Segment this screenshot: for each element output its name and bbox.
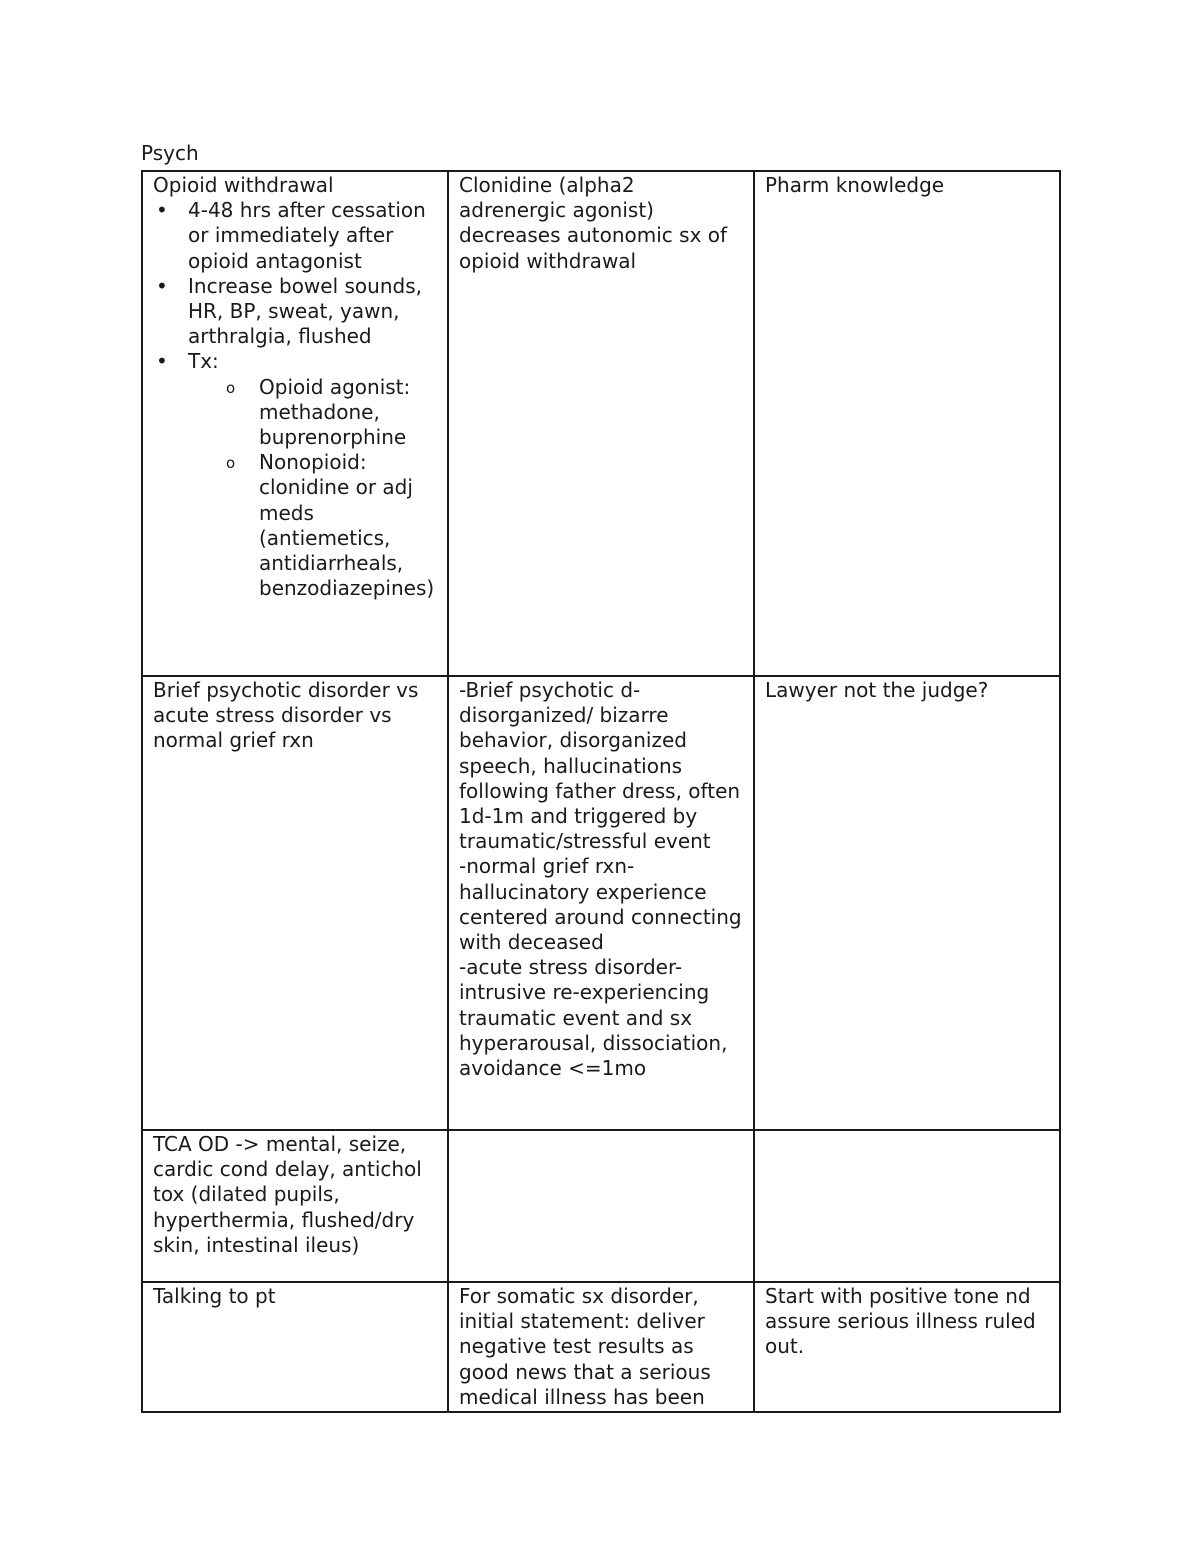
detail-text: -normal grief rxn- hallucinatory experience centered around connecting with deceased bbox=[459, 854, 742, 955]
bullet-list bbox=[153, 198, 437, 601]
detail-text: Clonidine (alpha2 adrenergic agonist) decreases autonomic sx of opioid withdrawal bbox=[459, 173, 728, 273]
sub-list-item: o Nonopioid: clonidine or adj meds (antiemetics, antidiarrheals, benzodiazepines) bbox=[259, 450, 437, 601]
detail-cell bbox=[448, 1130, 754, 1282]
table-row bbox=[142, 171, 1060, 676]
note-cell bbox=[754, 171, 1060, 676]
topic-heading: Talking to pt bbox=[153, 1284, 276, 1308]
topic-cell bbox=[142, 1282, 448, 1412]
list-item bbox=[188, 349, 437, 601]
notes-table bbox=[141, 170, 1061, 1413]
table-row bbox=[142, 1130, 1060, 1282]
list-item-label: Tx: bbox=[188, 349, 219, 374]
note-text: Pharm knowledge bbox=[765, 173, 945, 197]
detail-cell bbox=[448, 1282, 754, 1412]
list-item: • 4-48 hrs after cessation or immediately after opioid antagonist bbox=[188, 198, 437, 274]
note-cell bbox=[754, 1282, 1060, 1412]
note-text: Start with positive tone nd assure serious illness ruled out. bbox=[765, 1284, 1036, 1359]
table-row bbox=[142, 1282, 1060, 1412]
topic-heading: Opioid withdrawal bbox=[153, 173, 334, 197]
note-text: Lawyer not the judge? bbox=[765, 678, 989, 702]
table-row bbox=[142, 676, 1060, 1130]
topic-cell bbox=[142, 1130, 448, 1282]
detail-cell bbox=[448, 676, 754, 1130]
note-cell bbox=[754, 676, 1060, 1130]
topic-cell bbox=[142, 676, 448, 1130]
detail-cell bbox=[448, 171, 754, 676]
detail-text: -acute stress disorder- intrusive re-experiencing traumatic event and sx hyperarousal, dissociation, avoidance <=1mo bbox=[459, 955, 728, 1081]
sub-bullet-list bbox=[188, 375, 437, 602]
sub-list-item: o Opioid agonist: methadone, buprenorphine bbox=[259, 375, 437, 451]
detail-text: -Brief psychotic d- disorganized/ bizarre behavior, disorganized speech, hallucinations following father dress, often 1d-1m and triggered by traumatic/stressful event bbox=[459, 678, 741, 854]
topic-heading: TCA OD -> mental, seize, cardic cond delay, antichol tox (dilated pupils, hyperthermia, flushed/dry skin, intestinal ileus) bbox=[153, 1132, 422, 1257]
note-cell bbox=[754, 1130, 1060, 1282]
topic-cell bbox=[142, 171, 448, 676]
topic-heading: Brief psychotic disorder vs acute stress disorder vs normal grief rxn bbox=[153, 678, 419, 753]
page-title: Psych bbox=[141, 141, 199, 165]
detail-text: For somatic sx disorder, initial statement: deliver negative test results as good news that a serious medical illness has been bbox=[459, 1284, 711, 1409]
list-item: • Increase bowel sounds, HR, BP, sweat, yawn, arthralgia, flushed bbox=[188, 274, 437, 350]
